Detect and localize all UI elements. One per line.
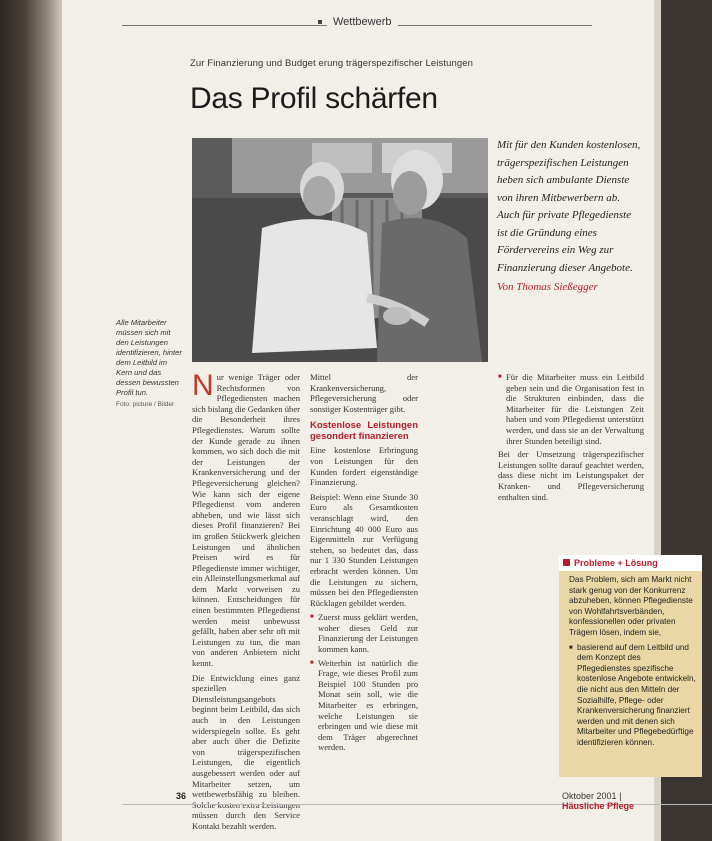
section-subhead: Kostenlose Leistungen gesondert finanzieren [310,420,418,443]
bullet-list [498,372,644,446]
body-column-3 [498,372,644,506]
body-paragraph: Eine kostenlose Erbringung von Leistungen für den Kunden fordert eigenständige Finanzierung. [310,445,418,488]
body-paragraph: Mittel der Krankenversicherung, Pflegeversicherung oder sonstiger Kostenträger gibt. [310,372,418,414]
bullet-item: ■ Weiterhin ist natürlich die Frage, wie dieses Profil zum Beispiel 100 Stunden pro Monat sein soll, wie die Mitarbeiter es erbringen, welche Leistungen sie erbringen und wie diese mit dem Träger abgerechnet werden. [310,658,418,753]
photo-caption [116,318,182,410]
page-number: 36 [176,791,187,801]
section-rubric: Wettbewerb [327,16,398,28]
photo-illustration [192,138,488,362]
info-box-heading [559,555,702,571]
article-title: Das Profil schärfen [190,82,438,115]
example-paragraph: Beispiel: Wenn eine Stunde 30 Euro als Gesamtkosten veranschlagt wird, den Einrichtung 40 000 Euro aus Eigenmitteln zur Verfügung stehen, so bedeutet das, dass nur 1 330 Stunden Leistungen erbracht werden können. Um die Leistungen zu sichern, müssen bei den Pflegediensten Rücklagen gebildet werden. [310,491,418,608]
body-column-1 [192,369,300,836]
info-box [559,555,702,777]
body-paragraph [192,369,300,669]
info-box-bullets [569,643,696,749]
rubric-marker [318,20,322,24]
info-box-intro: Das Problem, sich am Markt nicht stark genug von der Konkurrenz abzuheben, können Pflegedienste von Wohlfahrtsverbänden, konfessionellen oder privaten Trägern lösen, indem sie, [569,575,693,637]
bullet-list [310,612,418,753]
issue-date: Oktober 2001 [562,791,617,801]
square-icon [563,559,570,566]
magazine-page [62,0,696,841]
issue-footer [562,791,654,811]
lead-paragraph [497,137,643,297]
magazine-name: Häusliche Pflege [562,801,635,811]
author-byline: Von Thomas Sießegger [497,281,598,293]
photo-credit: Foto: picture / Bilder [116,401,175,408]
caption-text: Alle Mitarbeiter müssen sich mit den Leistungen identifizieren, hinter dem Leitbild im Kern und das dessen bewussten Profil tun. [116,318,182,397]
footer-separator: | [619,791,622,801]
info-box-body [559,571,702,756]
first-paragraph-text: ur wenige Träger oder Rechtsformen von Pflegediensten machen sich bislang die Gedanken über die Besonderheit ihres Pflegedienstes. Warum sollte der Kunde gerade zu ihnen kommen, wo sich doch die mit der Leistungen der Krankenversicherung und der Pflegeversicherung gleichen? Wie kann sich der eigene Pflegedienst vom anderen abheben, und wie lässt sich dieses Profil finanzieren? Bei im großen Stückwerk gleichen Leistungen und ähnlichen Preisen wird es für Pflegedienste immer wichtiger, ein Alleinstellungsmerkmal auf dem Markt vorweisen zu können. Entscheidungen für einen bestimmten Pflegedienst werden meist unbewusst gefällt, haben aber sehr oft mit Leistungen zu tun, die man von anderen Anbietern nicht kennt. [192,372,300,669]
body-paragraph: Die Entwicklung eines ganz speziellen Dienstleistungsangebots beginnt beim Leitbild, das sich auch in den Leistungen widerspiegeln sollte. Es geht aber auch über die Defizite von trägerspezifischen Leistungen, die eigentlich ausgebessert werden oder auf Mitarbeiter setzen, um wettbewerbsfähig zu bleiben. Solche kosten extra Leistungen müssen durch den Service Kontakt bezahlt werden. [192,672,300,831]
bullet-item: ■ Für die Mitarbeiter muss ein Leitbild geben sein und die Organisation fest in die Strukturen einbinden, dass die Mitarbeiter für die Leistungen Zeit haben und vom Pflegedienst unterstützt werden, und dass sie an der Verwaltung ihrer Stunden beteiligt sind. [498,372,644,446]
info-box-title: Probleme + Lösung [574,558,658,568]
book-spine-shadow [0,0,62,841]
article-photo [192,138,488,362]
drop-cap: N [192,369,214,402]
article-kicker: Zur Finanzierung und Budget erung trägerspezifischer Leistungen [190,58,474,69]
body-column-2 [310,372,418,756]
lead-text: Mit für den Kunden kostenlosen, trägerspezifischen Leistungen heben sich ambulante Dienste von ihren Mitbewerbern ab. Auch für private Pflegedienste ist die Gründung eines Fördervereins ein Weg zur Finanzierung dieser Angebote. [497,139,641,274]
body-paragraph: Bei der Umsetzung trägerspezifischer Leistungen sollte darauf geachtet werden, dass diese nicht im Leistungspaket der Kranken- und Pflegeversicherung enthalten sind. [498,449,644,502]
bullet-item: ■ Zuerst muss geklärt werden, woher dieses Geld zur Finanzierung der Leistungen kommen kann. [310,612,418,654]
bullet-item: ■ basierend auf dem Leitbild und dem Konzept des Pflegedienstes spezifische kostenlose Angebote entwickeln, die nicht aus den Mitteln der Sozialhilfe, Pflege- oder Krankenversicherung finanziert werden und mit denen sich Mitarbeiter und Pflegebedürftige identifizieren können. [569,643,696,749]
